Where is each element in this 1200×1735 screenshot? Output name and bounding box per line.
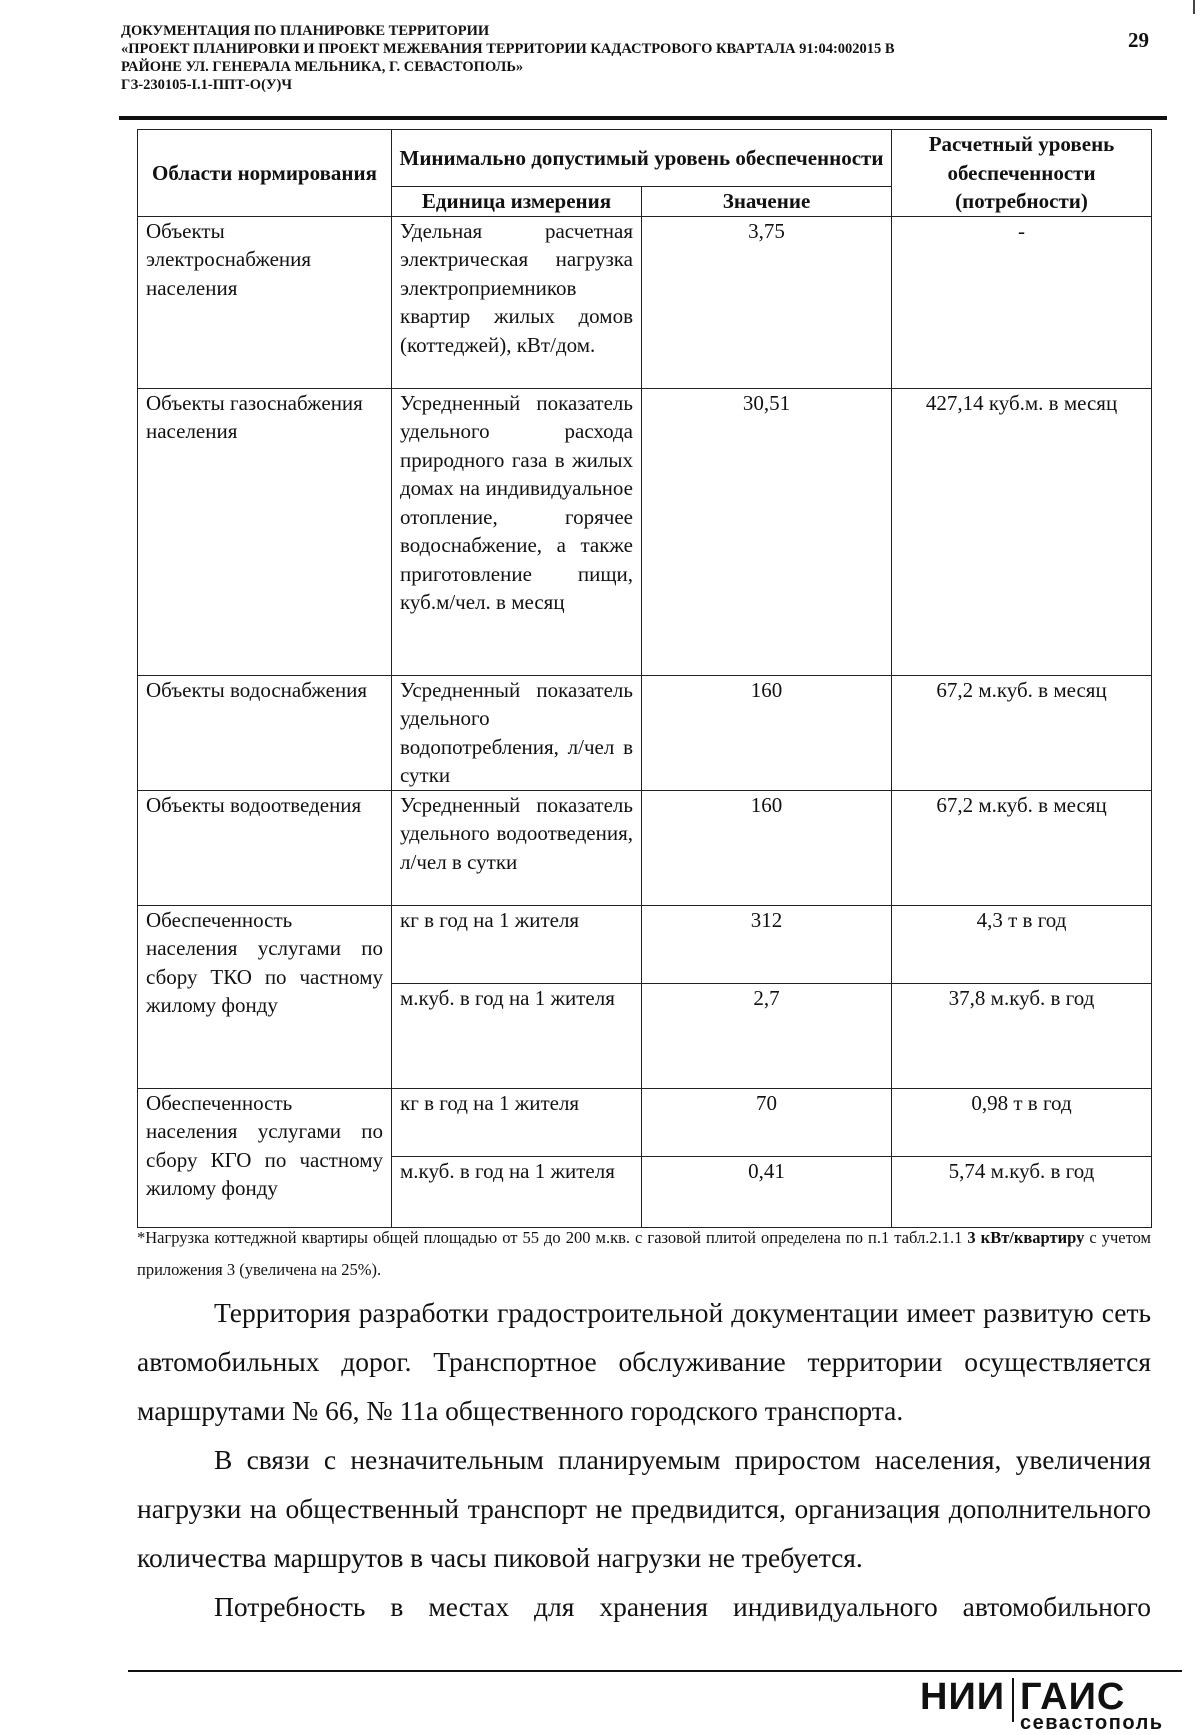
header-line-3: РАЙОНЕ УЛ. ГЕНЕРАЛА МЕЛЬНИКА, Г. СЕВАСТОПОЛЬ» bbox=[121, 59, 524, 75]
table-row bbox=[138, 388, 1152, 675]
table-row bbox=[138, 905, 1152, 983]
logo-city: севастополь bbox=[1020, 1712, 1164, 1734]
cell-area: Обеспеченность населения услугами по сбору ТКО по частному жилому фонду bbox=[138, 905, 392, 1088]
cell-value: 0,41 bbox=[642, 1156, 892, 1227]
paragraph-load: В связи с незначительным планируемым приростом населения, увеличения нагрузки на общественный транспорт не предвидится, организация дополнительного количества маршрутов в часы пиковой нагрузки не требуется. bbox=[137, 1444, 1151, 1573]
paragraph-parking: Потребность в местах для хранения индивидуального автомобильного bbox=[214, 1591, 1151, 1622]
header-code: ГЗ-230105-I.1-ППТ-О(У)Ч bbox=[121, 77, 293, 93]
header-unit: Единица измерения bbox=[392, 186, 642, 216]
document-header bbox=[121, 22, 1081, 94]
page-number: 29 bbox=[1128, 28, 1149, 52]
cell-value: 30,51 bbox=[642, 388, 892, 675]
cell-calc: 427,14 куб.м. в месяц bbox=[892, 388, 1152, 675]
footnote-bold-value: 3 кВт/квартиру bbox=[967, 1228, 1085, 1247]
table-row bbox=[138, 675, 1152, 790]
cell-area: Объекты водоотведения bbox=[138, 790, 392, 905]
cell-unit: Усредненный показатель удельного водопотребления, л/чел в сутки bbox=[392, 675, 642, 790]
header-area: Области нормирования bbox=[138, 130, 392, 217]
cell-value: 70 bbox=[642, 1088, 892, 1156]
cell-calc: 5,74 м.куб. в год bbox=[892, 1156, 1152, 1227]
body-text bbox=[137, 1288, 1151, 1631]
cell-calc: 67,2 м.куб. в месяц bbox=[892, 675, 1152, 790]
header-value: Значение bbox=[642, 186, 892, 216]
cell-unit: кг в год на 1 жителя bbox=[392, 905, 642, 983]
cell-value: 312 bbox=[642, 905, 892, 983]
cell-value: 3,75 bbox=[642, 216, 892, 388]
cell-calc: 0,98 т в год bbox=[892, 1088, 1152, 1156]
cell-value: 160 bbox=[642, 675, 892, 790]
cell-unit: Удельная расчетная электрическая нагрузка электроприемников квартир жилых домов (коттеджей), кВт/дом. bbox=[392, 216, 642, 388]
table-row bbox=[138, 216, 1152, 388]
paragraph-transport: Территория разработки градостроительной документации имеет развитую сеть автомобильных дорог. Транспортное обслуживание территории осуществляется маршрутами № 66, № 11а общественного городского транспорта. bbox=[137, 1297, 1151, 1426]
cell-value: 160 bbox=[642, 790, 892, 905]
norms-table bbox=[137, 129, 1152, 1228]
cell-area: Объекты электроснабжения населения bbox=[138, 216, 392, 388]
header-min-level: Минимально допустимый уровень обеспеченности bbox=[392, 130, 892, 187]
cell-unit: м.куб. в год на 1 жителя bbox=[392, 983, 642, 1088]
cell-unit: м.куб. в год на 1 жителя bbox=[392, 1156, 642, 1227]
cell-calc: - bbox=[892, 216, 1152, 388]
footnote-text-end: с учетом приложения 3 (увеличена на 25%). bbox=[137, 1228, 1151, 1279]
logo-separator bbox=[1012, 1678, 1014, 1722]
cell-calc: 4,3 т в год bbox=[892, 905, 1152, 983]
cell-value: 2,7 bbox=[642, 983, 892, 1088]
cell-calc: 67,2 м.куб. в месяц bbox=[892, 790, 1152, 905]
logo-gais: ГАИС bbox=[1020, 1676, 1126, 1718]
table-row bbox=[138, 790, 1152, 905]
cell-unit: Усредненный показатель удельного водоотведения, л/чел в сутки bbox=[392, 790, 642, 905]
table-header-row bbox=[138, 130, 1152, 187]
cell-area: Объекты водоснабжения bbox=[138, 675, 392, 790]
header-divider bbox=[119, 116, 1167, 120]
footer-divider bbox=[128, 1670, 1182, 1672]
table-row bbox=[138, 1088, 1152, 1156]
cell-unit: Усредненный показатель удельного расхода природного газа в жилых домах на индивидуальное отопление, горячее водоснабжение, а также приготовление пищи, куб.м/чел. в месяц bbox=[392, 388, 642, 675]
cell-area: Объекты газоснабжения населения bbox=[138, 388, 392, 675]
table-footnote bbox=[137, 1222, 1151, 1286]
cell-calc: 37,8 м.куб. в год bbox=[892, 983, 1152, 1088]
footnote-text: *Нагрузка коттеджной квартиры общей площадью от 55 до 200 м.кв. с газовой плитой определена по п.1 табл.2.1.1 bbox=[137, 1228, 968, 1247]
company-logo bbox=[920, 1676, 1180, 1734]
logo-nii: НИИ bbox=[920, 1676, 1006, 1718]
header-line-2: «ПРОЕКТ ПЛАНИРОВКИ И ПРОЕКТ МЕЖЕВАНИЯ ТЕРРИТОРИИ КАДАСТРОВОГО КВАРТАЛА 91:04:002015 В bbox=[121, 41, 895, 57]
scan-edge-mark bbox=[1193, 0, 1195, 14]
header-calc-level: Расчетный уровень обеспеченности (потребности) bbox=[892, 130, 1152, 217]
cell-area: Обеспеченность населения услугами по сбору КГО по частному жилому фонду bbox=[138, 1088, 392, 1227]
cell-unit: кг в год на 1 жителя bbox=[392, 1088, 642, 1156]
header-line-1: ДОКУМЕНТАЦИЯ ПО ПЛАНИРОВКЕ ТЕРРИТОРИИ bbox=[121, 23, 490, 39]
